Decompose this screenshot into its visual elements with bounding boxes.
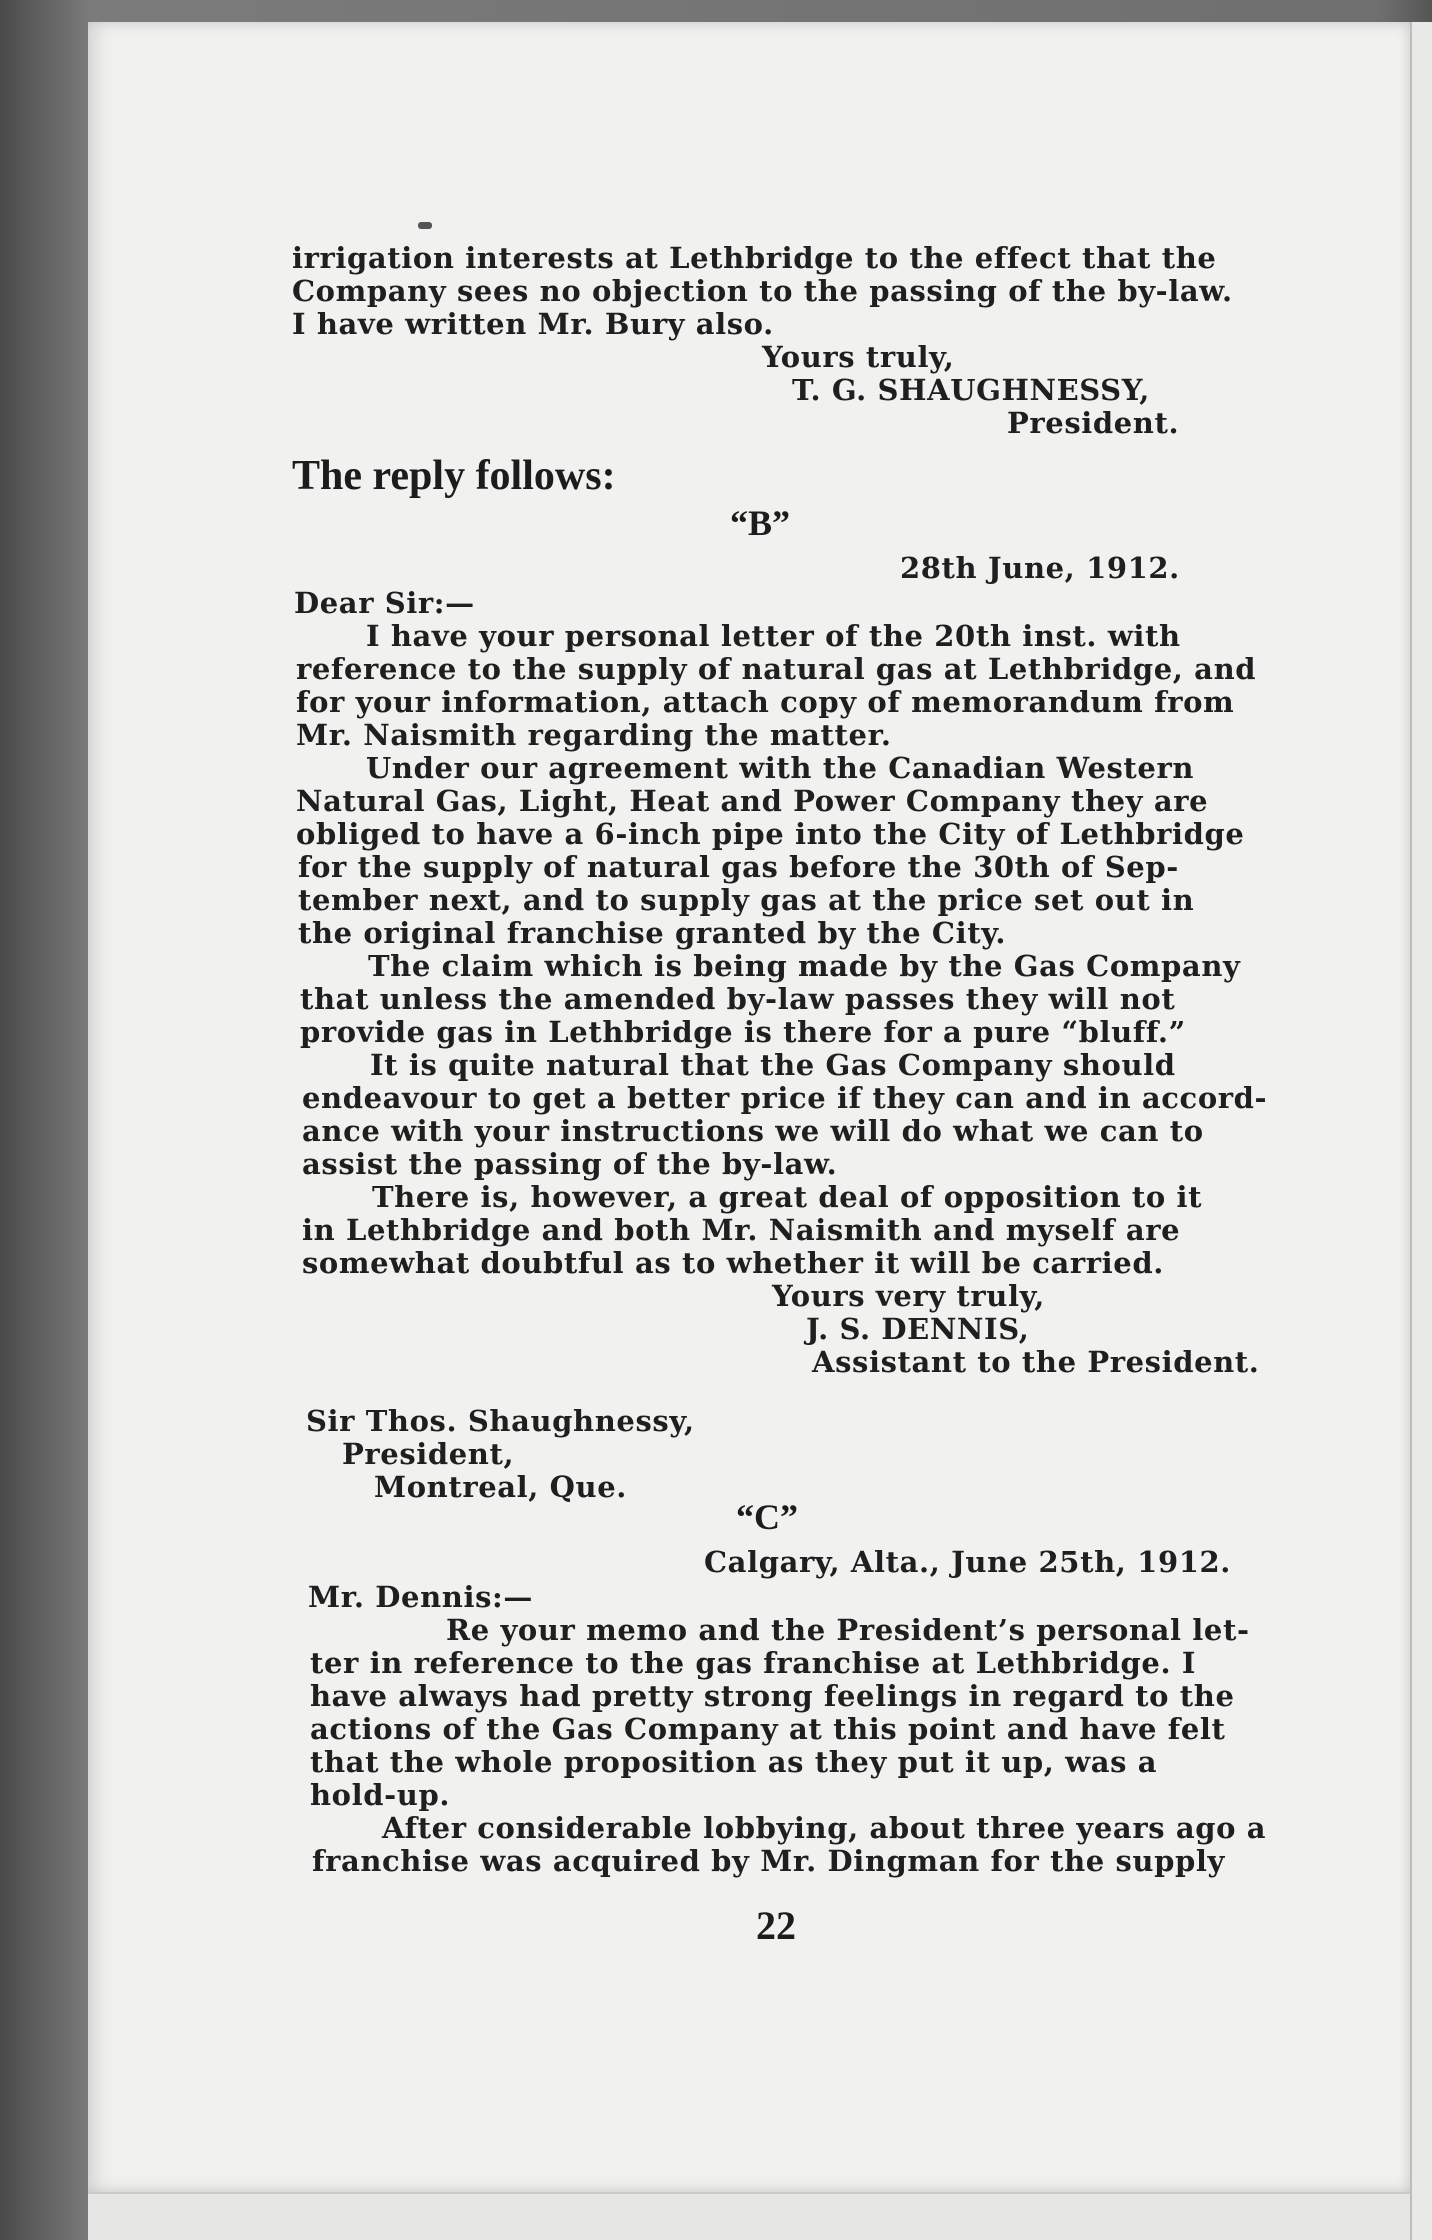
body-line: hold-up. [310,1778,451,1812]
body-line: After considerable lobbying, about three years ago a [382,1811,1267,1845]
body-line: Under our agreement with the Canadian Western [366,751,1195,785]
addressee-line: President, [342,1437,515,1471]
body-line: assist the passing of the by-law. [302,1147,838,1181]
addressee-line: Sir Thos. Shaughnessy, [306,1404,695,1438]
ink-smudge [418,222,432,229]
body-line: endeavour to get a better price if they can and in accord- [302,1081,1268,1115]
body-line: that unless the amended by-law passes they will not [300,982,1176,1016]
signature-title: President. [1007,406,1180,440]
signature-closing: Yours very truly, [772,1279,1045,1313]
section-heading: The reply follows: [292,453,616,499]
signature-name: J. S. DENNIS, [806,1312,1030,1346]
body-line: Mr. Naismith regarding the matter. [296,718,892,752]
body-line: somewhat doubtful as to whether it will be carried. [302,1246,1164,1280]
body-line: I have your personal letter of the 20th inst. with [366,619,1181,653]
letter-date: 28th June, 1912. [900,551,1180,585]
body-line: franchise was acquired by Mr. Dingman for the supply [312,1844,1225,1878]
body-line: that the whole proposition as they put it up, was a [310,1745,1158,1779]
body-line: in Lethbridge and both Mr. Naismith and myself are [302,1213,1181,1247]
addressee-line: Montreal, Que. [374,1470,627,1504]
body-line: Company sees no objection to the passing of the by-law. [292,274,1233,308]
body-line: I have written Mr. Bury also. [292,307,774,341]
body-line: irrigation interests at Lethbridge to the effect that the [292,241,1217,275]
body-line: It is quite natural that the Gas Company should [370,1048,1176,1082]
body-line: Natural Gas, Light, Heat and Power Company they are [296,784,1209,818]
salutation: Mr. Dennis:— [308,1580,533,1614]
body-line: actions of the Gas Company at this point and have felt [310,1712,1226,1746]
letter-date: Calgary, Alta., June 25th, 1912. [704,1545,1231,1579]
body-line: ter in reference to the gas franchise at Lethbridge. I [310,1646,1197,1680]
page-bottom-edge [88,2192,1410,2240]
body-line: the original franchise granted by the City. [298,916,1007,950]
body-line: have always had pretty strong feelings in regard to the [310,1679,1235,1713]
body-line: reference to the supply of natural gas at Lethbridge, and [296,652,1257,686]
signature-closing: Yours truly, [762,340,955,374]
letter-mark-b: “B” [730,503,791,543]
body-line: ance with your instructions we will do what we can to [302,1114,1204,1148]
body-line: for your information, attach copy of memorandum from [296,685,1235,719]
page-edge [1410,22,1432,2240]
body-line: for the supply of natural gas before the 30th of Sep- [298,850,1179,884]
body-line: provide gas in Lethbridge is there for a pure “bluff.” [300,1015,1186,1049]
signature-title: Assistant to the President. [812,1345,1260,1379]
page-number: 22 [756,1903,796,1948]
body-line: obliged to have a 6-inch pipe into the City of Lethbridge [296,817,1245,851]
body-line: There is, however, a great deal of opposition to it [372,1180,1203,1214]
body-line: Re your memo and the President’s personal let- [446,1613,1250,1647]
body-line: tember next, and to supply gas at the price set out in [298,883,1195,917]
salutation: Dear Sir:— [294,586,475,620]
signature-name: T. G. SHAUGHNESSY, [792,373,1150,407]
letter-mark-c: “C” [736,1497,798,1537]
body-line: The claim which is being made by the Gas Company [368,949,1241,983]
